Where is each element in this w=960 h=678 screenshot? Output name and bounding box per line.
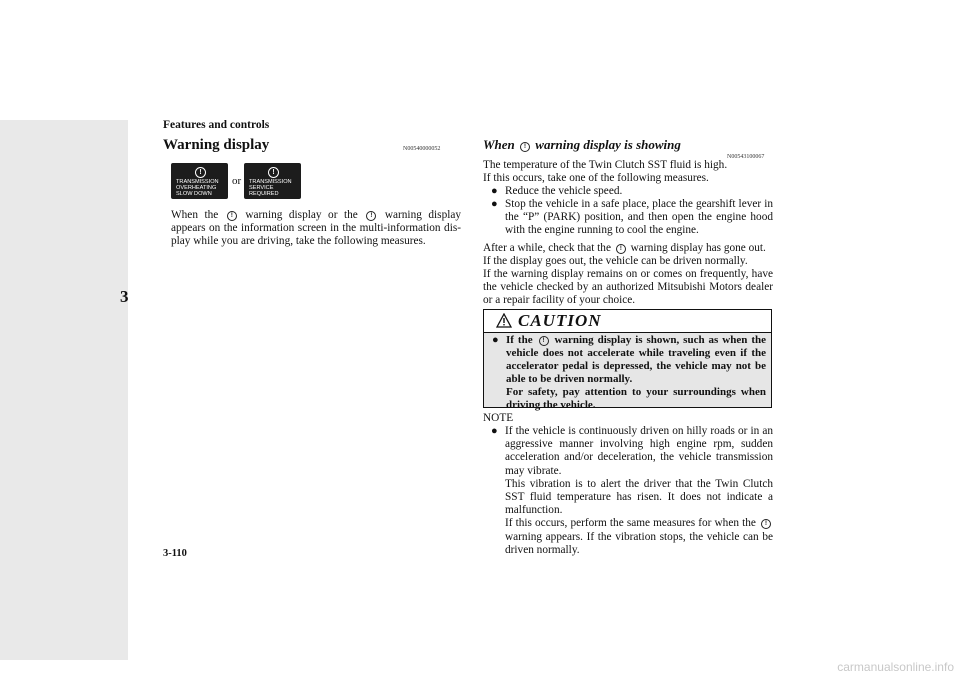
transmission-warning-icon: ! [616, 244, 626, 254]
chapter-number: 3 [120, 287, 129, 306]
transmission-warning-icon: ! [366, 211, 376, 221]
bullet-dot-icon: ● [492, 334, 499, 346]
note-para-3-part-a: If this occurs, perform the same measures for when the [505, 517, 756, 530]
check-warning-text [483, 242, 773, 255]
measures-intro-text: If this occurs, take one of the following measures. [483, 172, 709, 184]
display-goes-out-text: If the display goes out, the vehicle can be driven normally. [483, 255, 748, 267]
display1-line-2: OVERHEATING [176, 185, 217, 191]
transmission-warning-icon: ! [539, 336, 549, 346]
chapter-sidebar-tab [0, 120, 128, 660]
note-body [491, 425, 773, 557]
note-para-3-part-b: warning appears. If the vibration stops, the vehicle can be driven normally. [505, 530, 773, 556]
warning-triangle-icon [496, 313, 512, 328]
remains-on-text: If the warning display remains on or comes on frequently, have the vehicle checked by an authorized Mitsubishi Motors dealer or a repair facility of your choice. [483, 268, 773, 307]
note-para-3 [505, 517, 773, 557]
left-para-part-c: warning display appears on the information screen in the multi-information dis-play while you are driving, take the following measures. [171, 209, 462, 248]
warning-display-title: Warning display [163, 137, 270, 153]
caution-title: CAUTION [518, 311, 602, 330]
caution-part-b: warning display is shown, such as when the vehicle does not accelerate while traveling even if the accelerator pedal is depressed, the vehicle may not be able to be driven normally. [506, 334, 766, 385]
note-para-1: If the vehicle is continuously driven on hilly roads or in an aggressive manner involving high engine rpm, sudden acceleration and/or deceleration, the vehicle transmission may vibrate. [505, 425, 773, 477]
caution-part-c: For safety, pay attention to your surroundings when driving the vehicle. [506, 386, 766, 411]
caution-part-a: If the [506, 334, 533, 346]
check-part-a: After a while, check that the [483, 242, 611, 254]
transmission-warning-icon: ! [195, 167, 206, 178]
caution-body [492, 334, 766, 412]
page-number: 3-110 [163, 548, 187, 559]
left-intro-paragraph [171, 209, 461, 249]
service-required-display-image [244, 163, 301, 199]
left-para-part-a: When the [171, 209, 219, 221]
note-text [491, 425, 773, 557]
caution-box [483, 309, 772, 411]
display1-line-3: SLOW DOWN [176, 191, 212, 197]
transmission-warning-icon: ! [761, 519, 771, 529]
display1-line-1: TRANSMISSION [176, 179, 219, 185]
heading-part-b: warning display is showing [535, 137, 681, 152]
left-para-part-b: warning display or the [245, 209, 358, 221]
transmission-warning-icon: ! [227, 211, 237, 221]
bullet-stop-vehicle [491, 198, 773, 238]
display2-line-1: TRANSMISSION [249, 179, 292, 185]
caution-text [492, 334, 766, 412]
overheating-display-image [171, 163, 228, 199]
display-or-label: or [232, 175, 242, 187]
bullet-dot-icon: ● [491, 425, 498, 437]
note-label: NOTE [483, 412, 514, 424]
left-reference-code: N00540000052 [403, 146, 441, 152]
bullet-text-1: Reduce the vehicle speed. [505, 185, 623, 197]
caution-header [484, 310, 771, 333]
heading-part-a: When [483, 137, 515, 152]
transmission-warning-icon: ! [520, 142, 530, 152]
display2-line-2: SERVICE REQUIRED [249, 185, 279, 197]
bullet-dot-icon: ● [491, 185, 498, 197]
temperature-text: The temperature of the Twin Clutch SST fluid is high. [483, 159, 728, 171]
note-para-2: This vibration is to alert the driver that the Twin Clutch SST fluid temperature has risen. It does not indicate a malfunction. [505, 477, 773, 517]
check-part-b: warning display has gone out. [630, 242, 766, 254]
site-watermark: carmanualsonline.info [837, 660, 954, 674]
right-reference-code: N00543100067 [727, 154, 765, 160]
bullet-text-2: Stop the vehicle in a safe place, place the gearshift lever in the “P” (PARK) position, and then open the engine hood with the engine running to cool the engine. [505, 198, 773, 237]
showing-heading [483, 137, 681, 153]
transmission-warning-icon: ! [268, 167, 279, 178]
section-header: Features and controls [163, 119, 270, 131]
bullet-reduce-speed [491, 185, 773, 198]
bullet-dot-icon: ● [491, 198, 498, 210]
